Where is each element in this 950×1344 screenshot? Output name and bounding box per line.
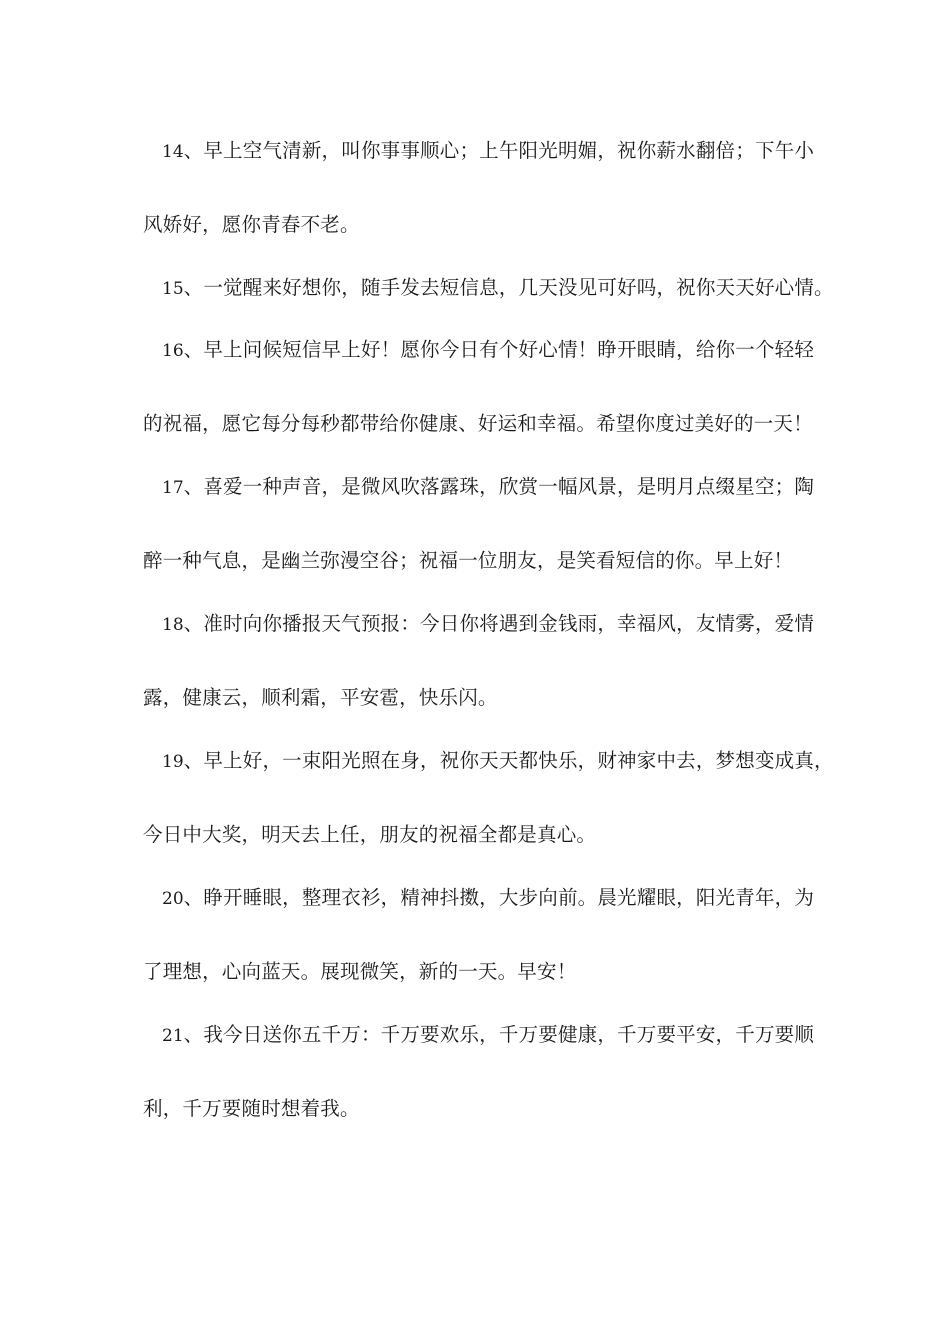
item-text: 、早上问候短信早上好！愿你今日有个好心情！睁开眼睛，给你一个轻轻 (183, 338, 815, 361)
item-text: 、我今日送你五千万：千万要欢乐，千万要健康，千万要平安，千万要顺 (183, 1023, 815, 1046)
item-text: 、早上空气清新，叫你事事顺心；上午阳光明媚，祝你薪水翻倍；下午小 (183, 139, 815, 162)
item-number: 14 (162, 142, 184, 162)
item-14-line-2: 风娇好，愿你青春不老。 (143, 213, 360, 236)
item-17-line-2: 醉一种气息，是幽兰弥漫空谷；祝福一位朋友，是笑看短信的你。早上好！ (143, 549, 794, 572)
item-number: 15 (162, 279, 184, 299)
item-18-line-2: 露，健康云，顺利霜，平安雹，快乐闪。 (143, 686, 498, 709)
item-number: 19 (162, 752, 184, 772)
item-16-line-1 (162, 336, 827, 365)
item-text: 、准时向你播报天气预报：今日你将遇到金钱雨，幸福风，友情雾，爱情 (183, 612, 815, 635)
item-number: 21 (162, 1026, 184, 1046)
item-20-line-1 (162, 884, 827, 913)
item-text: 、睁开睡眼，整理衣衫，精神抖擞，大步向前。晨光耀眼，阳光青年，为 (183, 886, 815, 909)
item-text: 、一觉醒来好想你，随手发去短信息，几天没见可好吗，祝你天天好心情。 (183, 276, 834, 299)
item-number: 16 (162, 341, 184, 361)
item-number: 18 (162, 615, 184, 635)
item-text: 、喜爱一种声音，是微风吹落露珠，欣赏一幅风景，是明月点缀星空；陶 (183, 475, 815, 498)
item-number: 20 (162, 889, 184, 909)
item-19-line-1 (162, 747, 834, 776)
item-15-line-1 (162, 274, 834, 303)
item-16-line-2: 的祝福，愿它每分每秒都带给你健康、好运和幸福。希望你度过美好的一天！ (143, 412, 813, 435)
item-number: 17 (162, 478, 184, 498)
item-19-line-2: 今日中大奖，明天去上任，朋友的祝福全都是真心。 (143, 823, 597, 846)
item-18-line-1 (162, 610, 827, 639)
item-text: 、早上好，一束阳光照在身，祝你天天都快乐，财神家中去，梦想变成真， (183, 749, 834, 772)
item-20-line-2: 了理想，心向蓝天。展现微笑，新的一天。早安！ (143, 960, 577, 983)
item-21-line-2: 利，千万要随时想着我。 (143, 1097, 360, 1120)
item-14-line-1 (162, 137, 827, 166)
item-17-line-1 (162, 473, 827, 502)
item-21-line-1 (162, 1021, 827, 1050)
